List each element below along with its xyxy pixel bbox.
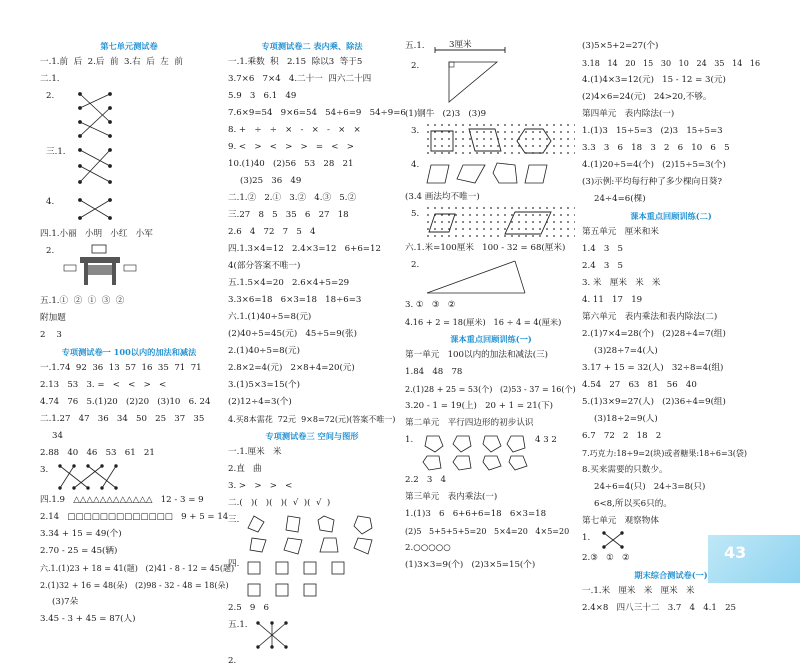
answer-line: 2.(1)28 + 25 = 53(个) (2)53 - 37 = 16(个) [405, 385, 576, 394]
answer-line: 2.○○○○○ [405, 543, 451, 553]
answer-line: (2)4×6=24(元) 24>20,不够。 [582, 92, 712, 102]
answer-line: 四.1.3×4=12 2.4×3=12 6+6=12 [228, 244, 381, 254]
answer-line: 一.1.乘数 积 2.15 除以3 等于5 [228, 57, 363, 67]
angle-lines-diagram [405, 257, 577, 297]
answer-line: 第五单元 厘米和米 [582, 227, 659, 237]
section-title: 课本重点回顾训练(二) [630, 211, 712, 221]
dot-grid-shapes [405, 123, 577, 157]
section-title: 第七单元测试卷 [100, 41, 158, 51]
answer-line: 2. [46, 246, 55, 256]
answer-line: 2.13 53 3. = < < > < [40, 380, 167, 390]
answer-line: 3.45 - 3 + 45 = 87(人) [40, 614, 136, 624]
answer-line: (3)5×5+2=27(个) [582, 41, 659, 51]
answer-line: 9. < > < > > = < > [228, 142, 354, 152]
answer-line: 3.3×6=18 6×3=18 18÷6=3 [228, 295, 362, 305]
answer-line: 附加题 [40, 313, 66, 323]
answer-line: 2. [411, 61, 420, 71]
answer-line: 4. [411, 160, 420, 170]
answer-line: 五.1.5×4=20 2.6×4+5=29 [228, 278, 350, 288]
answer-line: 24÷6=4(只) 24÷3=8(只) [594, 482, 706, 492]
page-number: 43 [724, 543, 747, 562]
answer-line: 4.74 76 5.(1)20 (2)20 (3)10 6. 24 [40, 397, 211, 407]
answer-line: 五.1. [405, 41, 425, 51]
answer-line: 六.1.米=100厘米 100 - 32 = 68(厘米) [405, 243, 566, 253]
page-number-tab [708, 535, 800, 583]
answer-line: 4.(1)4×3=12(元) 15 - 12 = 3(元) [582, 75, 726, 85]
parallelogram-figure [405, 432, 577, 472]
answer-line: 10.(1)40 (2)56 53 28 21 [228, 159, 354, 169]
desk-illustration [40, 243, 160, 293]
answer-line: 五.1. [228, 620, 248, 630]
matching-figure [228, 617, 396, 653]
answer-line: (3)7朵 [52, 597, 79, 607]
answer-line: 1. [405, 435, 414, 445]
answer-line: 二.1.27 47 36 34 50 25 37 35 [40, 414, 205, 424]
answer-line: 8. + ÷ ÷ × - × - × × [228, 125, 361, 135]
answer-line: 三.27 8 5 35 6 27 18 [228, 210, 349, 220]
matching-lines-diagram [582, 530, 702, 550]
answer-line: (3)25 36 49 [240, 176, 302, 186]
answer-line: (1)3×3=9(个) (2)3×5=15(个) [405, 560, 536, 570]
answer-line: 2.88 40 46 53 61 21 [40, 448, 155, 458]
answer-line: 一.1.厘米 米 [228, 447, 282, 457]
section-title: 课本重点回顾训练(一) [450, 334, 532, 344]
right-triangle-diagram [405, 58, 525, 106]
answer-line: 一.1.前 后 2.后 前 3.右 后 左 前 [40, 57, 183, 67]
answer-line: 第三单元 表内乘法(一) [405, 492, 498, 502]
matching-figure [40, 88, 218, 144]
matching-figure [40, 194, 218, 226]
answer-line: 3. ① ③ ② [405, 300, 456, 310]
section-title: 专项测试卷二 表内乘、除法 [261, 41, 363, 51]
answer-line: 8.买来需要的只数少。 [582, 465, 668, 475]
answer-line: 4. 11 17 19 [582, 295, 643, 305]
answer-line: 1. [582, 533, 591, 543]
ruler-figure [405, 38, 577, 58]
answer-line: 2. [411, 260, 420, 270]
answer-line: 4.16 + 2 = 18(厘米) 16 ÷ 4 = 4(厘米) [405, 317, 562, 327]
answer-line: 四.1.小丽 小明 小红 小军 [40, 229, 153, 239]
answer-line: 四.1.9 △△△△△△△△△△△△ 12 - 3 = 9 [40, 495, 204, 505]
answer-line: 2.4×8 四八三十二 3.7 4 4.1 25 [582, 603, 737, 613]
section-title: 专项测试卷一 100以内的加法和减法 [61, 347, 197, 357]
answer-line: (3.4 画法均不唯一) [405, 192, 480, 202]
answer-line: (3)示例:平均每行种了多少棵向日葵? [582, 177, 722, 187]
answer-line: 第七单元 观察物体 [582, 516, 659, 526]
section-title: 专项测试卷三 空间与图形 [265, 431, 359, 441]
answer-line: 2 3 [40, 330, 62, 340]
answer-line: 3. [40, 465, 49, 475]
hexagon-shapes-diagram [405, 432, 535, 472]
answer-line: 4(部分答案不唯一) [228, 261, 301, 271]
answer-line: 2.5 9 6 [228, 603, 269, 613]
answer-line: 3.3 3 6 18 3 2 6 10 6 5 [582, 143, 730, 153]
matching-lines-diagram [40, 194, 160, 226]
answer-line: 4 3 2 [535, 435, 557, 445]
answer-line: 第二单元 平行四边形的初步认识 [405, 418, 534, 428]
column-2 [228, 38, 406, 670]
answer-line: 二.1. [40, 74, 60, 84]
answer-line: 2. [228, 656, 237, 666]
answer-line: 3. 米 厘米 米 米 [582, 278, 661, 288]
answer-line: 3.(1)5×3=15(个) [228, 380, 300, 390]
answer-line: 3.34 + 15 = 49(个) [40, 529, 122, 539]
answer-line: 34 [52, 431, 63, 441]
answer-line: 2.直 曲 [228, 464, 262, 474]
answer-line: 3.20 - 1 = 19(上) 20 + 1 = 21(下) [405, 401, 554, 411]
answer-line: (2)40÷5=45(元) 45÷5=9(张) [228, 329, 357, 339]
answer-line: (2)12÷4=3(个) [228, 397, 292, 407]
answer-line: 2.14 □□□□□□□□□□□□□ 9 + 5 = 14 [40, 512, 229, 522]
answer-line: 2.(1)40÷5=8(元) [228, 346, 300, 356]
shapes-figure [405, 157, 577, 189]
answer-line: 3.17 + 15 = 32(人) 32÷8=4(组) [582, 363, 724, 373]
triangle-figure [405, 58, 577, 106]
matching-lines-diagram [40, 462, 160, 492]
answer-line: 1.4 3 5 [582, 244, 623, 254]
answer-line: 2.③ ① ② [582, 553, 630, 563]
answer-line: 6.7 72 2 18 2 [582, 431, 662, 441]
answer-line: 1.84 48 78 [405, 367, 463, 377]
matching-figure [228, 556, 396, 600]
answer-line: 3.7×6 7×4 4.二十一 四六二十四 [228, 74, 372, 84]
answer-line: 六.1.(1)40÷5=8(元) [228, 312, 312, 322]
answer-line: (3)18÷2=9(人) [594, 414, 658, 424]
answer-line: 5. [411, 209, 420, 219]
quadrilateral-shapes [405, 157, 577, 189]
answer-line: 五.1.① ② ① ③ ② [40, 296, 125, 306]
answer-line: 4.买8本需花 72元 9×8=72(元)(答案不唯一) [228, 415, 396, 424]
answer-line: 4.54 27 63 81 56 40 [582, 380, 697, 390]
answer-line: 5.9 3 6.1 49 [228, 91, 297, 101]
answer-line: 2.70 - 25 = 45(辆) [40, 546, 118, 556]
answer-line: 2.(1)7×4=28(个) (2)28÷4=7(组) [582, 329, 726, 339]
answer-line: 3.18 14 20 15 30 10 24 35 14 16 [582, 59, 761, 68]
column-3 [405, 38, 577, 574]
answer-line: 一.1.74 92 36 13 57 16 35 71 71 [40, 363, 202, 373]
column-4 [582, 38, 760, 617]
answer-line: 5.(1)3×9=27(人) (2)36÷4=9(组) [582, 397, 726, 407]
answer-line: 2.2 3 4 [405, 475, 446, 485]
answer-line: 二.1.② 2.① 3.② 4.③ 5.② [228, 193, 357, 203]
dot-grid-figure [405, 123, 577, 157]
answer-line: 二.( )( )( )( √ )( √ ) [228, 498, 331, 508]
answer-line: 第四单元 表内除法(一) [582, 109, 675, 119]
answer-line: 6<8,所以买6只的。 [594, 499, 672, 509]
shapes-figure [228, 512, 396, 556]
answer-line: 2.6 4 72 7 5 4 [228, 227, 316, 237]
answer-line: 4.(1)20÷5=4(个) (2)15÷5=3(个) [582, 160, 726, 170]
answer-line: (3)28÷7=4(人) [594, 346, 658, 356]
answer-line: 三.1. [46, 147, 66, 157]
answer-line: 2. [46, 91, 55, 101]
matching-figure [40, 144, 218, 194]
answer-line: 2.8×2=4(元) 2×8+4=20(元) [228, 363, 355, 373]
answer-line: 六.1.(1)23 + 18 = 41(题) (2)41 - 8 - 12 = 45(题) [40, 564, 235, 573]
matching-figure [40, 462, 218, 492]
answer-line: 三. [228, 515, 240, 525]
desk-figure [40, 243, 218, 293]
answer-line: 3. > > > < [228, 481, 293, 491]
matching-lines-diagram [40, 88, 160, 144]
answer-line: 第一单元 100以内的加法和减法(三) [405, 350, 549, 360]
column-1 [40, 38, 235, 628]
answer-line: 1.(1)3 15÷5=3 (2)3 15÷5=3 [582, 126, 723, 136]
answer-line: 第六单元 表内乘法和表内除法(二) [582, 312, 718, 322]
answer-line: 1.(1)3 6 6+6+6=18 6×3=18 [405, 509, 547, 519]
answer-line: 3. [411, 126, 420, 136]
answer-line: 7.6×9=54 9×6=54 54÷6=9 54÷9=6 [228, 108, 406, 118]
answer-line: (2)5 5+5+5+5=20 5×4=20 4×5=20 [405, 527, 570, 536]
answer-line: 7.巧克力:18÷9=2(块)或者糖果:18÷6=3(袋) [582, 449, 748, 458]
angle-figure [405, 257, 577, 297]
answer-line: 24÷4=6(棵) [594, 194, 646, 204]
cube-views-diagram [228, 556, 396, 600]
answer-line: 4. [46, 197, 55, 207]
polygon-shapes-diagram [228, 512, 396, 556]
section-title: 期末综合测试卷(一) [634, 570, 708, 580]
answer-line: 一.1.米 厘米 米 厘米 米 [582, 586, 695, 596]
dot-grid-parallelograms [405, 206, 577, 240]
answer-line: 2.(1)32 + 16 = 48(朵) (2)98 - 32 - 48 = 18(朵) [40, 581, 229, 590]
answer-line: 四. [228, 559, 240, 569]
answer-line: 2.4 3 5 [582, 261, 623, 271]
segment-length-label: 3厘米 [449, 40, 472, 50]
answer-line: (1)钢牛 (2)3 (3)9 [405, 109, 487, 119]
dot-grid-figure [405, 206, 577, 240]
